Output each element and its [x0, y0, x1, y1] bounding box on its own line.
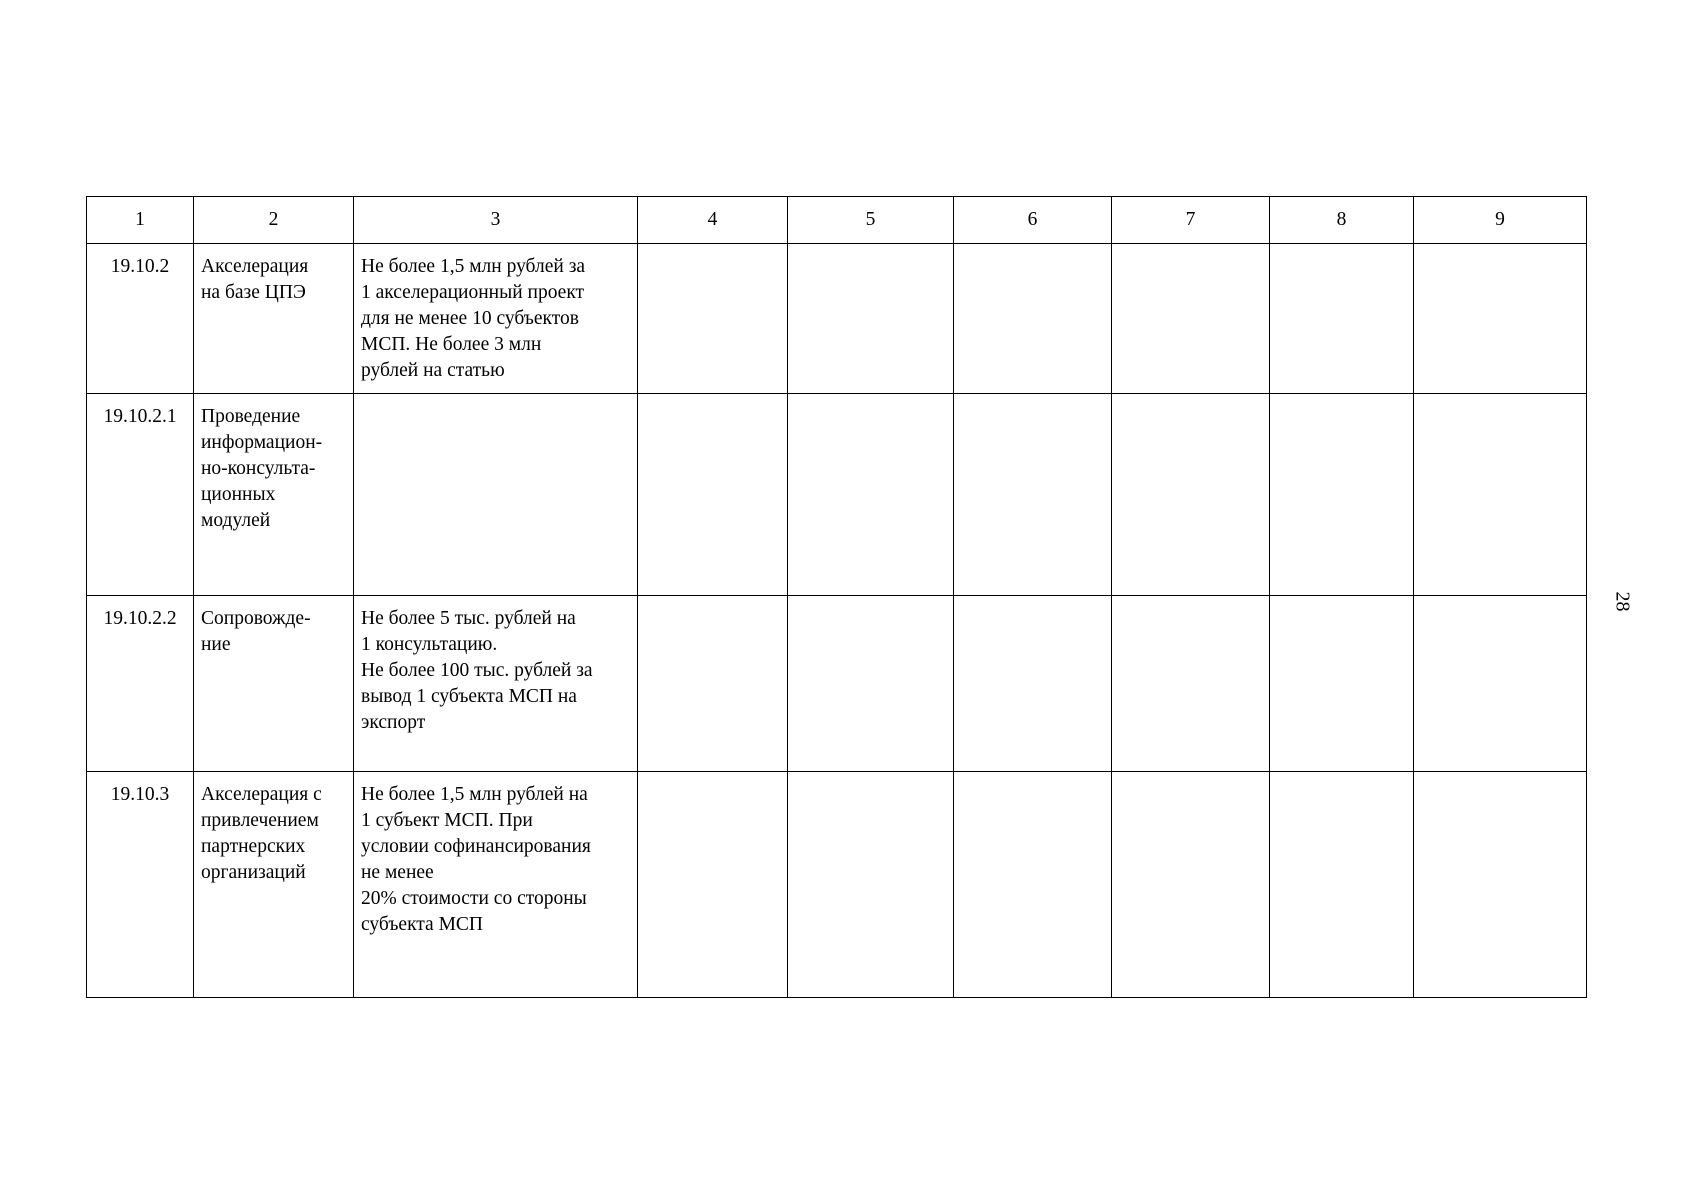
column-header-9: 9 — [1414, 197, 1587, 244]
page-number: 28 — [1611, 591, 1634, 612]
column-header-8: 8 — [1270, 197, 1414, 244]
row-number: 19.10.2.1 — [87, 394, 194, 596]
empty-cell — [1112, 244, 1270, 394]
empty-cell — [954, 596, 1112, 772]
empty-cell — [638, 244, 788, 394]
column-header-4: 4 — [638, 197, 788, 244]
column-header-5: 5 — [788, 197, 954, 244]
row-name: Акселерация с привлечением партнерских организаций — [194, 772, 354, 998]
empty-cell — [1414, 244, 1587, 394]
row-number: 19.10.2 — [87, 244, 194, 394]
empty-cell — [1270, 772, 1414, 998]
table-header-row — [87, 197, 1587, 244]
empty-cell — [954, 394, 1112, 596]
row-description — [354, 394, 638, 596]
row-name: Сопровожде- ние — [194, 596, 354, 772]
financing-table — [86, 196, 1587, 998]
row-name: Акселерация на базе ЦПЭ — [194, 244, 354, 394]
table-row — [87, 394, 1587, 596]
empty-cell — [954, 772, 1112, 998]
column-header-3: 3 — [354, 197, 638, 244]
empty-cell — [1270, 596, 1414, 772]
empty-cell — [1270, 394, 1414, 596]
empty-cell — [638, 394, 788, 596]
row-name: Проведение информацион- но-консульта- ционных модулей — [194, 394, 354, 596]
empty-cell — [788, 596, 954, 772]
empty-cell — [638, 596, 788, 772]
table-row — [87, 772, 1587, 998]
empty-cell — [1270, 244, 1414, 394]
column-header-6: 6 — [954, 197, 1112, 244]
empty-cell — [1414, 394, 1587, 596]
column-header-2: 2 — [194, 197, 354, 244]
empty-cell — [788, 772, 954, 998]
empty-cell — [1112, 596, 1270, 772]
row-description: Не более 1,5 млн рублей на 1 субъект МСП. При условии софинансирования не менее 20% стоимости со стороны субъекта МСП — [354, 772, 638, 998]
table-row — [87, 244, 1587, 394]
empty-cell — [638, 772, 788, 998]
empty-cell — [954, 244, 1112, 394]
column-header-1: 1 — [87, 197, 194, 244]
row-number: 19.10.3 — [87, 772, 194, 998]
empty-cell — [1112, 394, 1270, 596]
row-description: Не более 1,5 млн рублей за 1 акселерационный проект для не менее 10 субъектов МСП. Не более 3 млн рублей на статью — [354, 244, 638, 394]
row-description: Не более 5 тыс. рублей на 1 консультацию. Не более 100 тыс. рублей за вывод 1 субъекта МСП на экспорт — [354, 596, 638, 772]
empty-cell — [1112, 772, 1270, 998]
empty-cell — [788, 394, 954, 596]
table-row — [87, 596, 1587, 772]
column-header-7: 7 — [1112, 197, 1270, 244]
row-number: 19.10.2.2 — [87, 596, 194, 772]
empty-cell — [1414, 596, 1587, 772]
empty-cell — [1414, 772, 1587, 998]
empty-cell — [788, 244, 954, 394]
